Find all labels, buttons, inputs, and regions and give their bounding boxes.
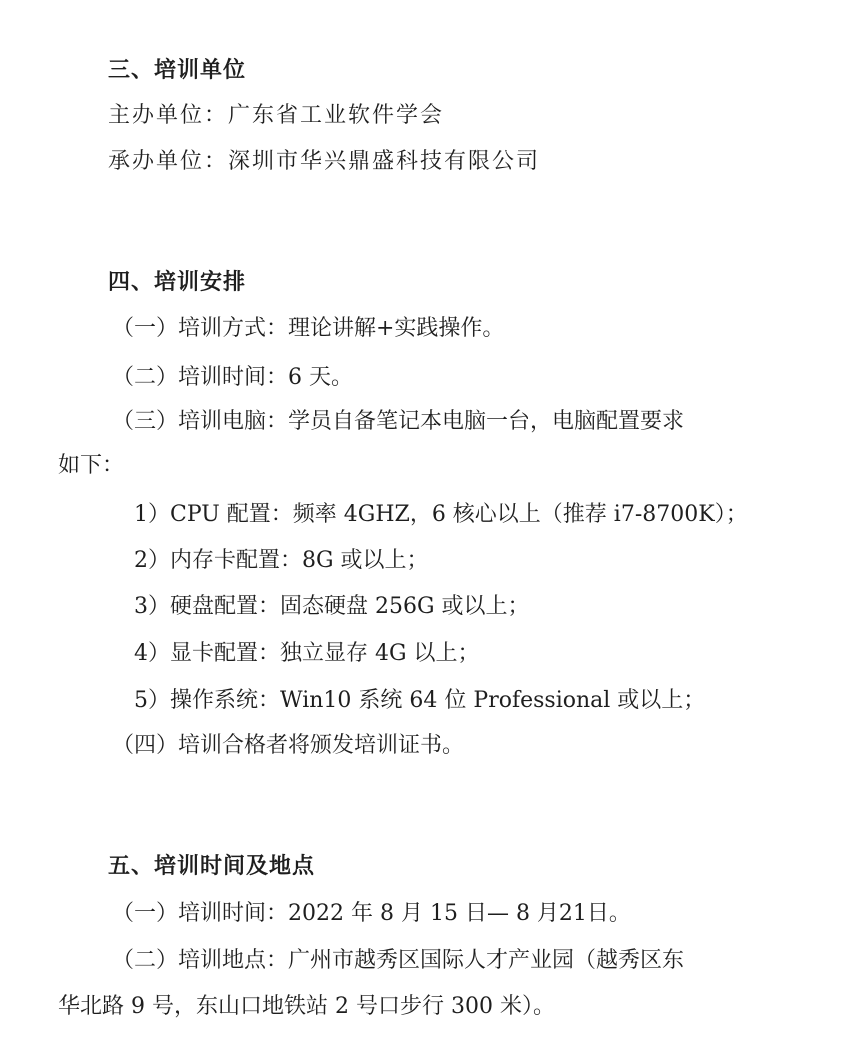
training-time-line: （一）培训时间：2022 年 8 月 15 日— 8 月21日。: [112, 901, 631, 926]
section-4-heading: 四、培训安排: [108, 270, 247, 295]
training-place-line-2: 华北路 9 号，东山口地铁站 2 号口步行 300 米）。: [58, 994, 555, 1019]
training-place-line-1: （二）培训地点：广州市越秀区国际人才产业园（越秀区东: [112, 948, 685, 973]
training-computer-line-1: （三）培训电脑：学员自备笔记本电脑一台，电脑配置要求: [112, 409, 685, 434]
spec-item-memory: 2）内存卡配置：8G 或以上；: [134, 548, 429, 573]
section-3-heading: 三、培训单位: [108, 58, 247, 83]
training-method-line: （一）培训方式：理论讲解+实践操作。: [112, 316, 505, 341]
spec-item-gpu: 4）显卡配置：独立显存 4G 以上；: [134, 641, 480, 666]
spec-item-cpu: 1）CPU 配置：频率 4GHZ，6 核心以上（推荐 i7-8700K）；: [134, 502, 748, 527]
section-5-heading: 五、培训时间及地点: [108, 854, 316, 879]
training-computer-line-2: 如下：: [58, 453, 125, 478]
certificate-line: （四）培训合格者将颁发培训证书。: [112, 733, 465, 758]
spec-item-os: 5）操作系统：Win10 系统 64 位 Professional 或以上；: [134, 688, 706, 713]
spec-item-disk: 3）硬盘配置：固态硬盘 256G 或以上；: [134, 594, 530, 619]
organizer-line: 主办单位：广东省工业软件学会: [108, 103, 445, 128]
training-duration-line: （二）培训时间：6 天。: [112, 365, 353, 390]
co-organizer-line: 承办单位：深圳市华兴鼎盛科技有限公司: [108, 149, 541, 174]
